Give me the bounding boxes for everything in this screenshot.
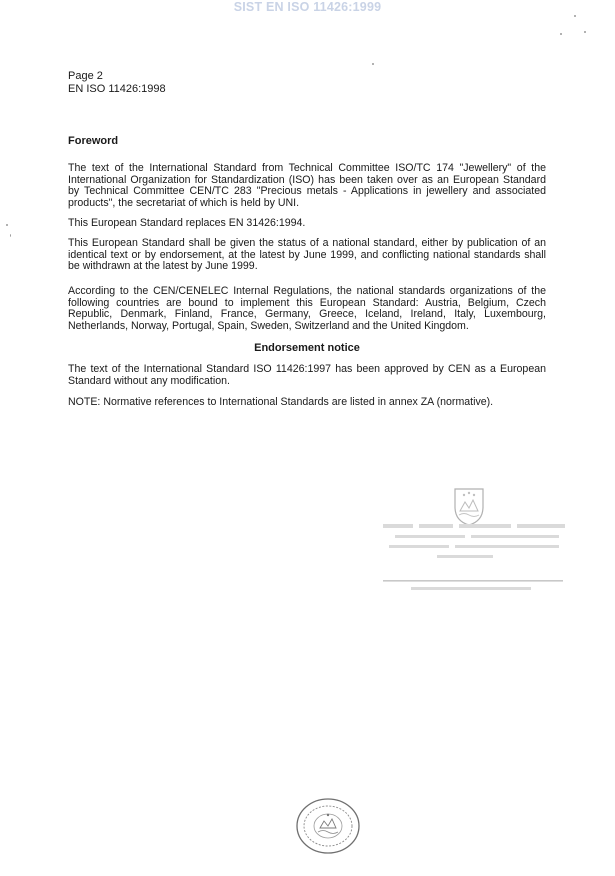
page-number: Page 2 [68,70,103,82]
round-seal-icon [294,796,362,856]
foreword-heading: Foreword [68,135,119,147]
scan-speck [372,63,374,65]
foreword-paragraph-4: According to the CEN/CENELEC Internal Regulations, the national standards organizations of the following countries are bound to implement this European Standard: Austria, Belgium, Czech Republic, Denmark, Finland, France, Germany, Greece, Iceland, Ireland, Italy, Luxembourg, Netherlands, Norway, Portugal, Spain, Sweden, Switzerland and the United Kingdom. [68,285,546,332]
foreword-paragraph-1: The text of the International Standard from Technical Committee ISO/TC 174 "Jewellery" of the International Organization for Standardization (ISO) has been taken over as an European Standard by Technical Committee CEN/TC 283 "Precious metals - Applications in jewellery and associated products", the secretariat of which is held by UNI. [68,162,546,209]
faint-stamp-image [375,518,575,598]
scan-speck [6,224,8,226]
document-number: EN ISO 11426:1998 [68,83,166,95]
foreword-paragraph-2: This European Standard replaces EN 31426:1994. [68,217,306,229]
endorsement-paragraph: The text of the International Standard ISO 11426:1997 has been approved by CEN as a European Standard without any modification. [68,363,546,387]
normative-note: NOTE: Normative references to International Standards are listed in annex ZA (normative). [68,396,494,408]
scan-speck [560,33,562,35]
watermark-title: SIST EN ISO 11426:1999 [233,0,382,14]
foreword-paragraph-3: This European Standard shall be given the status of a national standard, either by publication of an identical text or by endorsement, at the latest by June 1999, and conflicting national standards shall be withdrawn at the latest by June 1999. [68,237,546,273]
page-header [68,70,166,96]
scan-speck [584,31,586,33]
scan-speck [10,234,11,237]
scan-speck [574,15,576,17]
endorsement-heading: Endorsement notice [254,342,360,354]
